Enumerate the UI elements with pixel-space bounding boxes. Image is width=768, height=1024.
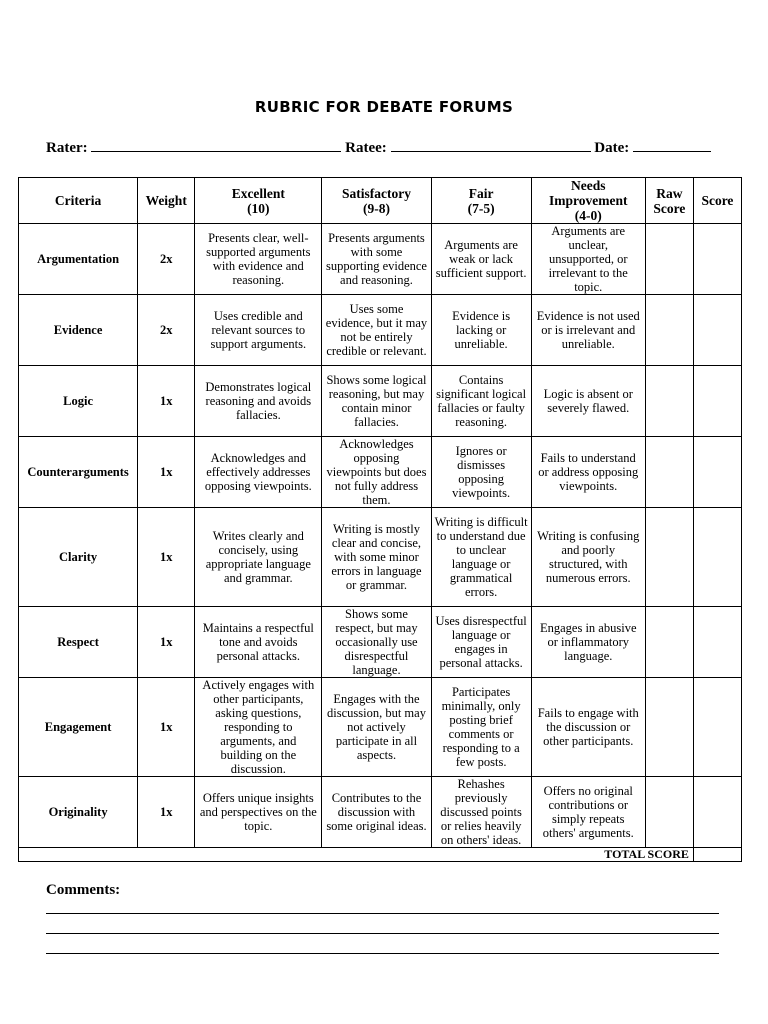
row-excellent: Offers unique insights and perspectives on the topic.: [195, 777, 322, 848]
header-excellent: [195, 178, 322, 224]
rater-ratee-date-line: [46, 137, 736, 157]
row-fair: Arguments are weak or lack sufficient support.: [431, 224, 531, 295]
row-satisfactory: Presents arguments with some supporting evidence and reasoning.: [322, 224, 431, 295]
table-row: [19, 508, 742, 607]
comments-label: Comments:: [46, 882, 121, 898]
date-label: Date:: [594, 140, 630, 156]
total-score-label: TOTAL SCORE: [19, 848, 694, 862]
table-row: [19, 224, 742, 295]
row-fair: Writing is difficult to understand due to unclear language or grammatical errors.: [431, 508, 531, 607]
row-needs-improvement: Engages in abusive or inflammatory language.: [531, 607, 645, 678]
row-excellent: Uses credible and relevant sources to support arguments.: [195, 295, 322, 366]
score-cell[interactable]: [693, 508, 741, 607]
row-fair: Contains significant logical fallacies or faulty reasoning.: [431, 366, 531, 437]
ratee-field[interactable]: [391, 137, 591, 152]
row-satisfactory: Engages with the discussion, but may not actively participate in all aspects.: [322, 678, 431, 777]
header-fair-range: (7-5): [467, 200, 495, 216]
row-fair: Ignores or dismisses opposing viewpoints.: [431, 437, 531, 508]
raw-score-cell[interactable]: [645, 678, 693, 777]
row-needs-improvement: Fails to understand or address opposing viewpoints.: [531, 437, 645, 508]
header-needs-improvement: [531, 178, 645, 224]
comment-line[interactable]: [46, 933, 719, 934]
row-needs-improvement: Fails to engage with the discussion or other participants.: [531, 678, 645, 777]
row-satisfactory: Acknowledges opposing viewpoints but does not fully address them.: [322, 437, 431, 508]
row-satisfactory: Writing is mostly clear and concise, with some minor errors in language or grammar.: [322, 508, 431, 607]
raw-score-cell[interactable]: [645, 508, 693, 607]
score-cell[interactable]: [693, 224, 741, 295]
row-needs-improvement: Offers no original contributions or simply repeats others' arguments.: [531, 777, 645, 848]
score-cell[interactable]: [693, 678, 741, 777]
row-satisfactory: Shows some logical reasoning, but may contain minor fallacies.: [322, 366, 431, 437]
row-criteria: Respect: [19, 607, 138, 678]
raw-score-cell[interactable]: [645, 777, 693, 848]
row-fair: Participates minimally, only posting brief comments or responding to a few posts.: [431, 678, 531, 777]
row-weight: 1x: [138, 437, 195, 508]
row-satisfactory: Uses some evidence, but it may not be entirely credible or relevant.: [322, 295, 431, 366]
table-row: [19, 777, 742, 848]
row-criteria: Engagement: [19, 678, 138, 777]
row-needs-improvement: Writing is confusing and poorly structured, with numerous errors.: [531, 508, 645, 607]
row-excellent: Demonstrates logical reasoning and avoids fallacies.: [195, 366, 322, 437]
score-cell[interactable]: [693, 366, 741, 437]
rubric-table: [18, 177, 742, 862]
header-satisfactory-range: (9-8): [362, 200, 390, 216]
document-title: RUBRIC FOR DEBATE FORUMS: [254, 98, 514, 116]
row-criteria: Logic: [19, 366, 138, 437]
row-satisfactory: Contributes to the discussion with some original ideas.: [322, 777, 431, 848]
header-needs-improvement-range: (4-0): [574, 208, 602, 223]
row-weight: 1x: [138, 607, 195, 678]
ratee-label: Ratee:: [345, 140, 387, 156]
row-weight: 1x: [138, 678, 195, 777]
row-fair: Uses disrespectful language or engages in personal attacks.: [431, 607, 531, 678]
row-criteria: Argumentation: [19, 224, 138, 295]
header-fair-label: Fair: [468, 185, 494, 201]
row-criteria: Clarity: [19, 508, 138, 607]
table-row: [19, 607, 742, 678]
row-fair: Evidence is lacking or unreliable.: [431, 295, 531, 366]
rater-label: Rater:: [46, 140, 88, 156]
header-excellent-range: (10): [247, 200, 270, 216]
row-needs-improvement: Evidence is not used or is irrelevant and unreliable.: [531, 295, 645, 366]
row-excellent: Writes clearly and concisely, using appropriate language and grammar.: [195, 508, 322, 607]
row-weight: 1x: [138, 508, 195, 607]
row-needs-improvement: Logic is absent or severely flawed.: [531, 366, 645, 437]
rater-field[interactable]: [91, 137, 341, 152]
row-excellent: Actively engages with other participants, asking questions, responding to arguments, and building on the discussion.: [195, 678, 322, 777]
raw-score-cell[interactable]: [645, 224, 693, 295]
score-cell[interactable]: [693, 777, 741, 848]
table-row: [19, 678, 742, 777]
header-needs-improvement-label: Needs Improvement: [549, 178, 628, 208]
score-cell[interactable]: [693, 437, 741, 508]
header-criteria: Criteria: [19, 178, 138, 224]
row-weight: 2x: [138, 295, 195, 366]
row-excellent: Acknowledges and effectively addresses opposing viewpoints.: [195, 437, 322, 508]
table-row: [19, 295, 742, 366]
date-field[interactable]: [633, 137, 711, 152]
table-row: [19, 366, 742, 437]
row-excellent: Maintains a respectful tone and avoids personal attacks.: [195, 607, 322, 678]
row-needs-improvement: Arguments are unclear, unsupported, or irrelevant to the topic.: [531, 224, 645, 295]
total-score-row: [19, 848, 742, 862]
score-cell[interactable]: [693, 607, 741, 678]
raw-score-cell[interactable]: [645, 437, 693, 508]
raw-score-cell[interactable]: [645, 366, 693, 437]
header-excellent-label: Excellent: [231, 185, 285, 201]
row-criteria: Counterarguments: [19, 437, 138, 508]
comment-line[interactable]: [46, 953, 719, 954]
score-cell[interactable]: [693, 295, 741, 366]
header-satisfactory-label: Satisfactory: [341, 185, 411, 201]
header-fair: [431, 178, 531, 224]
header-raw-score: Raw Score: [645, 178, 693, 224]
header-satisfactory: [322, 178, 431, 224]
row-fair: Rehashes previously discussed points or relies heavily on others' ideas.: [431, 777, 531, 848]
row-weight: 1x: [138, 777, 195, 848]
row-weight: 2x: [138, 224, 195, 295]
table-row: [19, 437, 742, 508]
row-excellent: Presents clear, well-supported arguments with evidence and reasoning.: [195, 224, 322, 295]
total-score-cell[interactable]: [693, 848, 741, 862]
comment-line[interactable]: [46, 913, 719, 914]
header-score: Score: [693, 178, 741, 224]
row-satisfactory: Shows some respect, but may occasionally use disrespectful language.: [322, 607, 431, 678]
row-criteria: Evidence: [19, 295, 138, 366]
raw-score-cell[interactable]: [645, 295, 693, 366]
header-row: [19, 178, 742, 224]
row-weight: 1x: [138, 366, 195, 437]
row-criteria: Originality: [19, 777, 138, 848]
header-weight: Weight: [138, 178, 195, 224]
raw-score-cell[interactable]: [645, 607, 693, 678]
